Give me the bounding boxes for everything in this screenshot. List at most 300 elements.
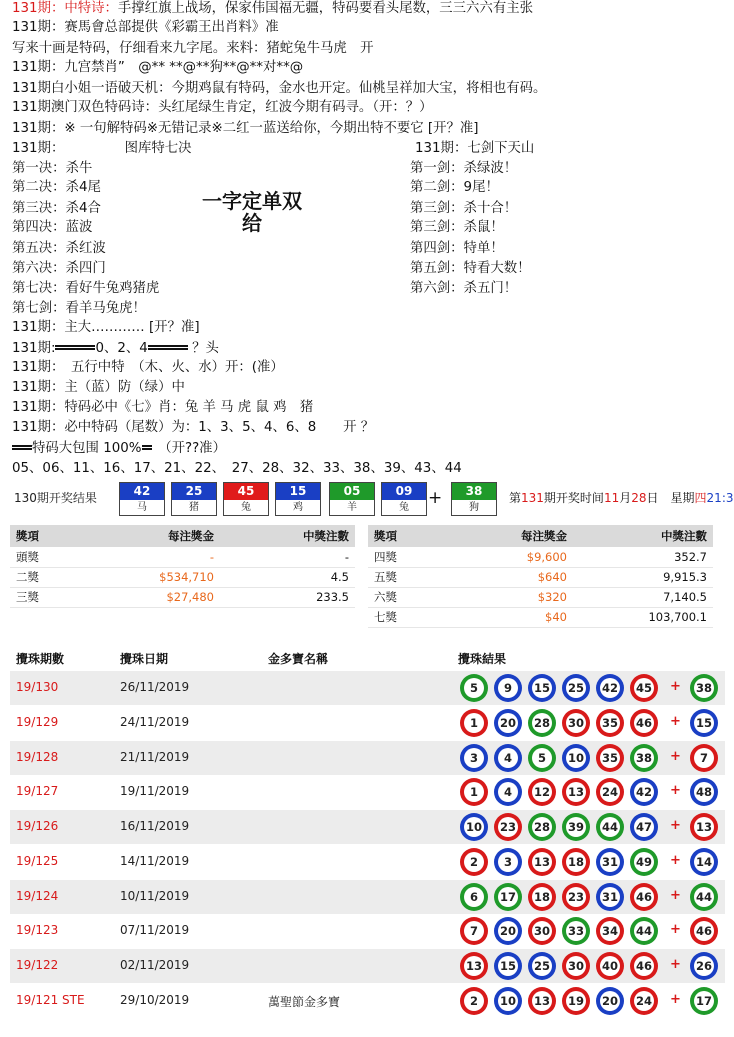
result-ball [460, 813, 488, 841]
prize-cell: 五獎 [368, 567, 453, 587]
ball-zodiac: 猪 [172, 500, 216, 515]
ball-inner [532, 782, 552, 802]
drawn-ball [381, 482, 427, 516]
prize-cell: 頭獎 [10, 547, 90, 567]
result-ball [630, 848, 658, 876]
result-ball [596, 987, 624, 1015]
right-item: 第三剑：杀十合！ [410, 201, 518, 216]
prize-cell: 4.5 [220, 567, 355, 587]
ball-zodiac: 兔 [224, 500, 268, 515]
prize-table [10, 525, 355, 608]
draw-period[interactable]: 19/126 [16, 819, 59, 833]
result-ball [494, 709, 522, 737]
ball-inner [600, 748, 620, 768]
ball-number: 24 [635, 994, 652, 1008]
prize-cell: $320 [453, 587, 573, 607]
text-segment: 131期白小姐一语破天机：今期鸡鼠有特码，金水也开定。仙桃呈祥加大宝，将相也有码。 [12, 81, 547, 96]
result-ball [562, 813, 590, 841]
text-segment: 期开奖时间 [543, 491, 604, 505]
ball-inner [464, 921, 484, 941]
ball-inner [464, 678, 484, 698]
result-ball [460, 778, 488, 806]
result-ball [596, 674, 624, 702]
ball-inner [694, 887, 714, 907]
ball-zodiac: 马 [120, 500, 164, 515]
prediction-line [12, 319, 200, 337]
prize-cell: 7,140.5 [573, 587, 713, 607]
result-ball [528, 744, 556, 772]
article-line [12, 120, 479, 138]
ball-inner [464, 991, 484, 1011]
ball-inner [464, 782, 484, 802]
bar [142, 445, 152, 450]
ball-inner [464, 713, 484, 733]
result-ball [494, 987, 522, 1015]
result-row [10, 914, 725, 948]
result-ball [528, 709, 556, 737]
ball-number: 31 [601, 855, 618, 869]
result-ball [460, 987, 488, 1015]
result-ball [630, 813, 658, 841]
article-line [12, 40, 374, 58]
ball-number: 30 [567, 716, 584, 730]
ball-inner [532, 887, 552, 907]
text-segment: 第 [509, 491, 522, 505]
ball-number: 2 [469, 994, 478, 1008]
ball-inner [566, 887, 586, 907]
ball-inner [532, 956, 552, 976]
ball-inner [600, 817, 620, 837]
plus-sign: + [428, 488, 443, 508]
draw-period[interactable]: 19/122 [16, 958, 59, 972]
results-header [10, 644, 725, 670]
ball-inner [634, 782, 654, 802]
special-result-ball [690, 848, 718, 876]
ball-number: 35 [601, 751, 618, 765]
text-segment: 131期：九宫禁肖” @** **@**狗**@**对**@ [12, 60, 304, 75]
ball-inner [566, 782, 586, 802]
special-result-ball [690, 813, 718, 841]
draw-period[interactable]: 19/129 [16, 715, 59, 729]
text-segment: 28 [631, 491, 647, 505]
text-segment: 月 [619, 491, 632, 505]
prize-cell: 二獎 [10, 567, 90, 587]
left-item: 第一决：杀牛 [12, 161, 93, 176]
ball-inner [532, 678, 552, 698]
ball-inner [532, 852, 552, 872]
prize-cell: $534,710 [90, 567, 220, 587]
text-segment: 11 [603, 491, 620, 505]
result-ball [562, 848, 590, 876]
result-ball [630, 917, 658, 945]
ball-number: 09 [382, 483, 426, 500]
prize-header: 中獎注數 [573, 525, 713, 547]
ball-inner [634, 852, 654, 872]
plus-sign: + [670, 714, 681, 729]
prize-row [368, 587, 713, 607]
drawn-ball [223, 482, 269, 516]
special-result-ball [690, 674, 718, 702]
text-segment: 131 [521, 491, 544, 505]
ball-number: 28 [533, 716, 550, 730]
prize-cell: 七獎 [368, 607, 453, 627]
special-result-ball [690, 952, 718, 980]
ball-inner [532, 991, 552, 1011]
ball-number: 42 [601, 681, 618, 695]
next-draw-info [509, 489, 734, 506]
text-segment: 131期：中特诗： [12, 1, 118, 16]
big-word: 一字定单双 给 [202, 189, 302, 235]
result-row [10, 810, 725, 844]
prize-header: 獎項 [10, 525, 90, 547]
text-segment: 131期澳门双色特码诗：头红尾绿生肯定，红波今期有码寻。（开：？） [12, 100, 433, 115]
results-header-cell: 攪珠期數 [16, 652, 65, 666]
left-item: 第三决：杀4合 [12, 201, 101, 216]
ball-number: 15 [533, 681, 550, 695]
ball-number: 13 [533, 994, 550, 1008]
prize-cell: $640 [453, 567, 573, 587]
ball-inner [634, 713, 654, 733]
prediction-line [12, 359, 284, 377]
bar [55, 345, 95, 350]
ball-number: 30 [533, 924, 550, 938]
left-item: 第六决：杀四门 [12, 261, 106, 276]
ball-number: 15 [695, 716, 712, 730]
ball-number: 31 [601, 890, 618, 904]
ball-inner [634, 817, 654, 837]
result-ball [562, 883, 590, 911]
right-item: 第五剑：特看大数！ [410, 261, 531, 276]
ball-inner [694, 817, 714, 837]
results-header-cell: 攪珠日期 [120, 652, 169, 666]
right-item: 第二剑：9尾！ [410, 180, 499, 195]
special-ball [451, 482, 497, 516]
ball-inner [464, 956, 484, 976]
line-middle: 0、2、4 [95, 341, 148, 356]
ball-number: 10 [567, 751, 584, 765]
ball-number: 48 [695, 785, 712, 799]
ball-zodiac: 鸡 [276, 500, 320, 515]
ball-number: 34 [601, 924, 618, 938]
ball-inner [694, 956, 714, 976]
prize-table [368, 525, 713, 628]
draw-period[interactable]: 19/130 [16, 680, 59, 694]
prize-cell: 四獎 [368, 547, 453, 567]
ball-number: 05 [330, 483, 374, 500]
draw-date: 24/11/2019 [120, 715, 190, 729]
prediction-line [12, 460, 462, 478]
ball-inner [600, 713, 620, 733]
prize-cell: $40 [453, 607, 573, 627]
plus-sign: + [670, 749, 681, 764]
ball-number: 40 [601, 959, 618, 973]
draw-result-row [0, 478, 734, 518]
ball-number: 19 [567, 994, 584, 1008]
ball-inner [498, 782, 518, 802]
ball-inner [498, 852, 518, 872]
ball-number: 23 [567, 890, 584, 904]
ball-inner [532, 817, 552, 837]
result-ball [562, 952, 590, 980]
result-ball [562, 709, 590, 737]
line-prefix: 131期: [12, 341, 56, 356]
result-ball [494, 848, 522, 876]
ball-number: 14 [695, 855, 712, 869]
ball-zodiac: 羊 [330, 500, 374, 515]
result-row [10, 949, 725, 983]
result-ball [528, 674, 556, 702]
plus-sign: + [670, 922, 681, 937]
ball-number: 5 [537, 751, 546, 765]
prize-header-row [368, 525, 713, 547]
result-ball [494, 883, 522, 911]
ball-inner [600, 991, 620, 1011]
line-prefix: 131期： 五行中特 （木、火、水）开：(准） [12, 360, 284, 375]
ball-inner [634, 887, 654, 907]
ball-inner [600, 887, 620, 907]
special-result-ball [690, 987, 718, 1015]
special-result-ball [690, 778, 718, 806]
result-row [10, 706, 725, 740]
special-result-ball [690, 709, 718, 737]
line-prefix: 131期：特码必中《七》肖：兔 羊 马 虎 鼠 鸡 猪 [12, 400, 314, 415]
ball-number: 38 [635, 751, 652, 765]
text-segment: 131期：※ 一句解特码※无错记录※二红一蓝送给你，今期出特不要它 [开？准] [12, 121, 479, 136]
bar-mark [142, 439, 152, 457]
result-ball [494, 744, 522, 772]
prize-header: 中獎注數 [220, 525, 355, 547]
drawn-ball [171, 482, 217, 516]
ball-inner [634, 991, 654, 1011]
article-line [12, 80, 546, 98]
result-row [10, 775, 725, 809]
right-section-title: 131期：七剑下天山 [415, 141, 535, 156]
ball-number: 13 [533, 855, 550, 869]
prize-header: 獎項 [368, 525, 453, 547]
drawn-ball [329, 482, 375, 516]
result-ball [630, 744, 658, 772]
ball-number: 42 [120, 483, 164, 500]
draw-date: 10/11/2019 [120, 889, 190, 903]
result-ball [528, 917, 556, 945]
right-item: 第一剑：杀绿波！ [410, 161, 518, 176]
draw-date: 14/11/2019 [120, 854, 190, 868]
drawn-ball [119, 482, 165, 516]
ball-number: 3 [469, 751, 478, 765]
result-ball [494, 952, 522, 980]
drawn-ball [275, 482, 321, 516]
ball-inner [532, 921, 552, 941]
ball-number: 44 [635, 924, 652, 938]
ball-inner [694, 921, 714, 941]
result-ball [494, 813, 522, 841]
prize-row [368, 607, 713, 627]
ball-inner [600, 921, 620, 941]
draw-period[interactable]: 19/124 [16, 889, 59, 903]
result-ball [562, 744, 590, 772]
prize-row [368, 567, 713, 587]
draw-period[interactable]: 19/121 STE [16, 993, 85, 1007]
ball-inner [694, 748, 714, 768]
ball-inner [566, 748, 586, 768]
result-ball [528, 987, 556, 1015]
ball-number: 46 [695, 924, 712, 938]
ball-number: 15 [499, 959, 516, 973]
ball-number: 1 [469, 785, 478, 799]
ball-number: 2 [469, 855, 478, 869]
ball-number: 45 [635, 681, 652, 695]
prize-header-row [10, 525, 355, 547]
ball-number: 38 [695, 681, 712, 695]
ball-number: 25 [533, 959, 550, 973]
result-ball [494, 674, 522, 702]
result-ball [460, 883, 488, 911]
ball-inner [634, 678, 654, 698]
ball-inner [566, 991, 586, 1011]
result-ball [562, 987, 590, 1015]
article-line [12, 19, 279, 37]
ball-number: 17 [499, 890, 516, 904]
ball-inner [498, 678, 518, 698]
ball-number: 4 [503, 785, 512, 799]
result-ball [596, 744, 624, 772]
result-ball [528, 883, 556, 911]
result-ball [630, 674, 658, 702]
result-ball [528, 848, 556, 876]
text-segment: 写来十画是特码，仔细看来九字尾。来料：猪蛇兔牛马虎 开 [12, 41, 374, 56]
ball-inner [600, 782, 620, 802]
ball-number: 18 [567, 855, 584, 869]
left-section-title: 131期： 图库特七决 [12, 141, 192, 156]
result-ball [528, 778, 556, 806]
ball-number: 28 [533, 820, 550, 834]
result-row [10, 984, 725, 1018]
ball-number: 46 [635, 716, 652, 730]
bar [148, 345, 188, 350]
ball-number: 35 [601, 716, 618, 730]
ball-inner [498, 748, 518, 768]
result-ball [562, 917, 590, 945]
line-prefix: 131期：必中特码（尾数）为：1、3、5、4、6、8 开 ？ [12, 420, 375, 435]
result-ball [460, 917, 488, 945]
ball-inner [694, 678, 714, 698]
draw-period[interactable]: 19/127 [16, 784, 59, 798]
right-item: 第三剑：杀鼠！ [410, 220, 504, 235]
ball-number: 1 [469, 716, 478, 730]
result-ball [562, 674, 590, 702]
result-ball [528, 952, 556, 980]
ball-number: 45 [224, 483, 268, 500]
ball-number: 7 [699, 751, 708, 765]
draw-period[interactable]: 19/128 [16, 750, 59, 764]
result-ball [596, 813, 624, 841]
ball-number: 20 [499, 924, 516, 938]
prediction-line [12, 439, 226, 458]
prediction-line [12, 419, 374, 437]
prize-cell: - [90, 547, 220, 567]
ball-inner [498, 956, 518, 976]
text-segment: 21:3 [706, 491, 734, 505]
bar [12, 445, 32, 450]
plus-sign: + [670, 853, 681, 868]
ball-inner [566, 956, 586, 976]
ball-inner [694, 991, 714, 1011]
ball-inner [600, 852, 620, 872]
line-middle: 特码大包围 100% [32, 441, 142, 456]
result-ball [596, 848, 624, 876]
ball-number: 7 [469, 924, 478, 938]
draw-period[interactable]: 19/123 [16, 923, 59, 937]
ball-inner [498, 921, 518, 941]
draw-date: 26/11/2019 [120, 680, 190, 694]
bar-mark [12, 439, 32, 457]
result-ball [596, 952, 624, 980]
ball-number: 44 [601, 820, 618, 834]
prize-cell: 233.5 [220, 587, 355, 607]
prize-row [368, 547, 713, 567]
ball-inner [566, 678, 586, 698]
ball-number: 23 [499, 820, 516, 834]
special-result-ball [690, 744, 718, 772]
ball-number: 47 [635, 820, 652, 834]
result-ball [630, 987, 658, 1015]
ball-inner [634, 748, 654, 768]
ball-inner [498, 887, 518, 907]
jackpot-name: 萬聖節金多寶 [268, 995, 341, 1009]
right-item: 第四剑：特单！ [410, 241, 504, 256]
prize-cell: 9,915.3 [573, 567, 713, 587]
left-item: 第七剑：看羊马兔虎！ [12, 301, 146, 316]
ball-inner [600, 956, 620, 976]
left-item: 第五决：杀红波 [12, 241, 106, 256]
ball-number: 44 [695, 890, 712, 904]
ball-number: 26 [695, 959, 712, 973]
draw-period[interactable]: 19/125 [16, 854, 59, 868]
prize-cell: 三獎 [10, 587, 90, 607]
ball-inner [566, 817, 586, 837]
line-prefix: 05、06、11、16、17、21、22、 27、28、32、33、38、39、43、44 [12, 461, 462, 476]
result-ball [460, 709, 488, 737]
line-prefix: 131期：主大………… [开？准] [12, 320, 200, 335]
line-suffix: （开??准） [151, 441, 226, 456]
text-segment: 日 星期 [646, 491, 695, 505]
ball-number: 42 [635, 785, 652, 799]
draw-date: 07/11/2019 [120, 923, 190, 937]
result-ball [630, 709, 658, 737]
prize-header: 每注獎金 [90, 525, 220, 547]
draw-date: 02/11/2019 [120, 958, 190, 972]
ball-zodiac: 狗 [452, 500, 496, 515]
ball-inner [634, 921, 654, 941]
plus-sign: + [670, 957, 681, 972]
text-segment: 手撑红旗上战场，保家伟国福无疆，特码要看头尾数，三三六六有主张 [117, 1, 534, 16]
draw-date: 21/11/2019 [120, 750, 190, 764]
ball-inner [566, 921, 586, 941]
ball-number: 24 [601, 785, 618, 799]
article-line [12, 0, 533, 18]
ball-number: 10 [465, 820, 482, 834]
ball-number: 10 [499, 994, 516, 1008]
ball-number: 15 [276, 483, 320, 500]
ball-inner [464, 887, 484, 907]
prize-row [10, 547, 355, 567]
ball-number: 20 [499, 716, 516, 730]
ball-inner [634, 956, 654, 976]
result-ball [460, 744, 488, 772]
result-row [10, 741, 725, 775]
plus-sign: + [670, 818, 681, 833]
draw-date: 29/10/2019 [120, 993, 190, 1007]
